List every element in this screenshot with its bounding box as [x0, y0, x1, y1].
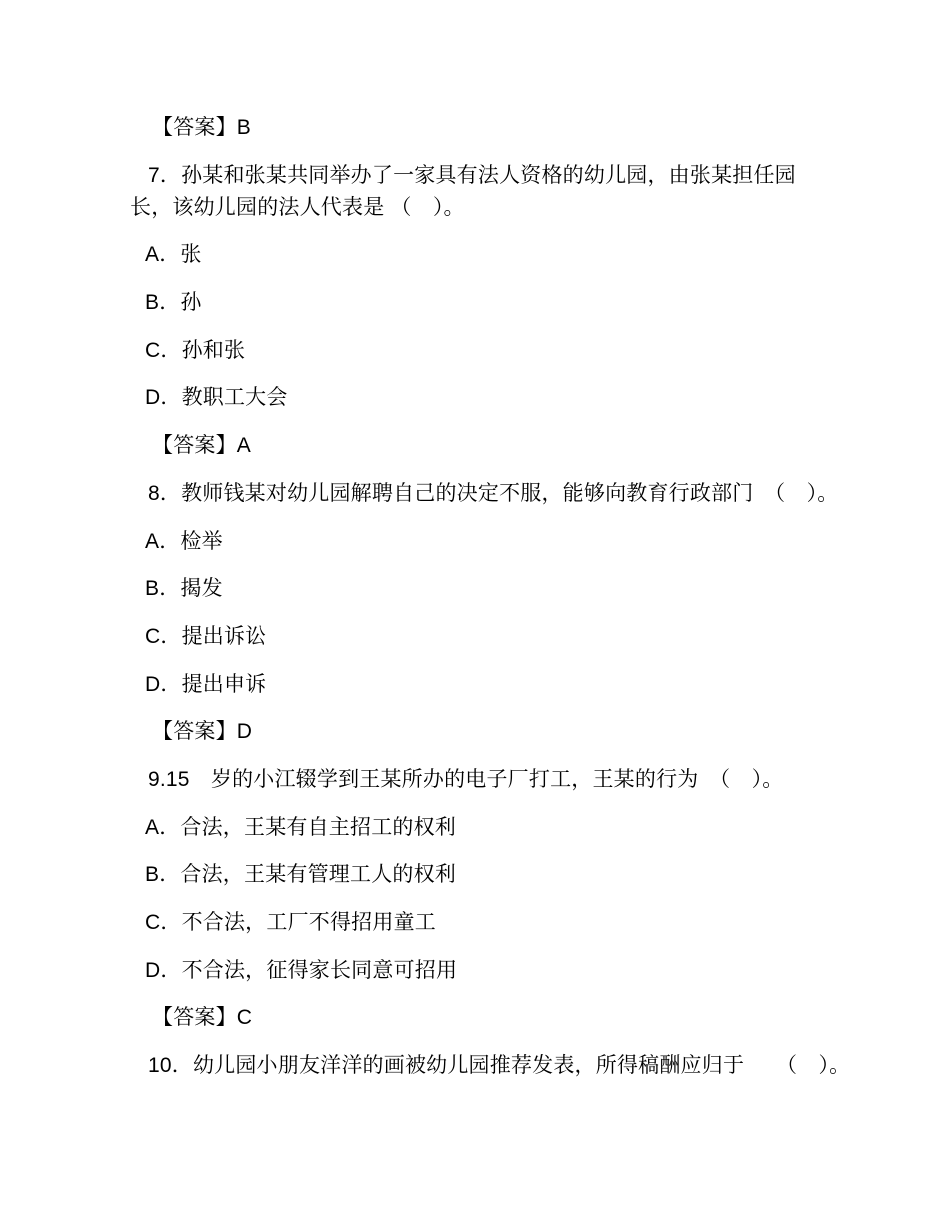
option-block [130, 335, 865, 367]
answer-block [130, 716, 865, 748]
answer-block [130, 112, 865, 144]
option-block [130, 812, 865, 844]
question-text: 7．孙某和张某共同举办了一家具有法人资格的幼儿园，由张某担任园 [148, 163, 796, 187]
option-block [130, 907, 865, 939]
answer-text: 【答案】B [152, 116, 252, 139]
option-text: A．合法，王某有自主招工的权利 [145, 815, 457, 839]
option-block [130, 573, 865, 605]
option-block [130, 382, 865, 414]
option-text: B．合法，王某有管理工人的权利 [145, 863, 457, 887]
question-block [130, 478, 865, 510]
answer-text: 【答案】C [152, 1006, 253, 1030]
question-text: 10．幼儿园小朋友洋洋的画被幼儿园推荐发表，所得稿酬应归于 （ ）。 [148, 1054, 851, 1078]
question-text: 9.15 岁的小江辍学到王某所办的电子厂打工，王某的行为 （ ）。 [148, 767, 784, 791]
question-block [130, 1050, 865, 1082]
option-text: A．张 [145, 243, 202, 267]
answer-block [130, 1002, 865, 1034]
option-text: C．孙和张 [145, 338, 246, 362]
option-block [130, 669, 865, 701]
question-block [130, 160, 865, 224]
option-block [130, 621, 865, 653]
option-block [130, 239, 865, 271]
option-text: B．孙 [145, 291, 202, 315]
option-text: B．揭发 [145, 577, 223, 601]
question-block [130, 764, 865, 796]
option-text: A．检举 [145, 529, 223, 553]
question-text: 8．教师钱某对幼儿园解聘自己的决定不服，能够向教育行政部门 （ ）。 [148, 481, 839, 505]
option-block [130, 859, 865, 891]
option-text: D．教职工大会 [145, 386, 288, 410]
option-block [130, 955, 865, 987]
answer-text: 【答案】A [152, 434, 252, 458]
answer-block [130, 430, 865, 462]
option-text: C．提出诉讼 [145, 624, 267, 648]
option-block [130, 287, 865, 319]
option-text: C．不合法，工厂不得招用童工 [145, 911, 436, 934]
question-text: 长，该幼儿园的法人代表是 （ ）。 [130, 195, 465, 219]
answer-text: 【答案】D [152, 720, 253, 744]
option-text: D．不合法，征得家长同意可招用 [145, 958, 458, 982]
option-block [130, 526, 865, 558]
option-text: D．提出申诉 [145, 672, 267, 696]
